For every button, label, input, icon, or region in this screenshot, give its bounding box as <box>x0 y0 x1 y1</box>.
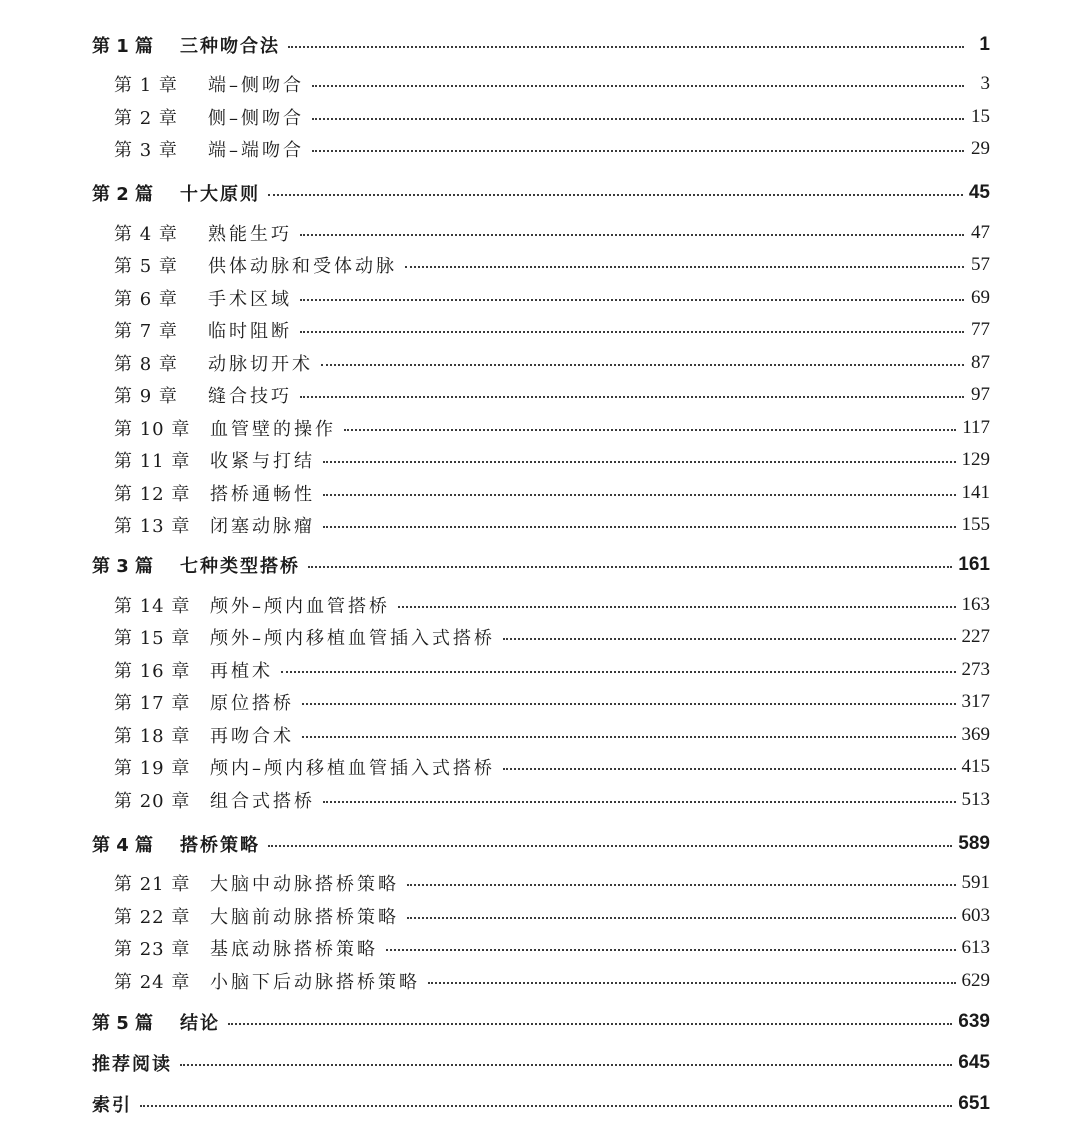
page-number: 589 <box>958 832 990 854</box>
chapter-number: 第 18 章 <box>114 725 191 747</box>
chapter-title: 供体动脉和受体动脉 <box>208 256 397 278</box>
toc-chapter-entry[interactable] <box>92 444 990 477</box>
chapter-title: 再吻合术 <box>210 725 294 747</box>
chapter-title: 端–侧吻合 <box>208 75 304 97</box>
dot-leader <box>300 331 964 333</box>
page-number: 415 <box>961 756 990 778</box>
chapter-title: 收紧与打结 <box>210 451 315 473</box>
chapter-title: 基底动脉搭桥策略 <box>210 939 378 961</box>
chapter-number: 第 7 章 <box>114 321 178 343</box>
chapter-number: 第 24 章 <box>114 971 191 993</box>
page-number: 45 <box>968 182 990 203</box>
toc-recommended-reading-entry[interactable] <box>92 1042 990 1083</box>
page-number: 87 <box>971 351 990 373</box>
page-number: 97 <box>971 384 990 406</box>
toc-chapter-entry[interactable] <box>92 101 990 134</box>
toc-chapter-entry[interactable] <box>92 477 990 510</box>
part-title: 结论 <box>180 1012 220 1034</box>
toc-part-entry[interactable] <box>92 542 990 589</box>
chapter-title: 侧–侧吻合 <box>208 107 304 129</box>
chapter-number: 第 21 章 <box>114 874 191 896</box>
chapter-title: 端–端吻合 <box>208 140 304 162</box>
page-number: 645 <box>958 1051 990 1073</box>
dot-leader <box>323 494 956 496</box>
dot-leader <box>228 1023 952 1025</box>
chapter-number: 第 4 章 <box>114 223 178 245</box>
dot-leader <box>323 801 956 803</box>
chapter-title: 颅内–颅内移植血管插入式搭桥 <box>210 758 495 780</box>
chapter-title: 颅外–颅内血管搭桥 <box>210 595 390 617</box>
dot-leader <box>302 703 956 705</box>
page-number: 513 <box>961 788 990 810</box>
toc-chapter-entry[interactable] <box>92 932 990 965</box>
page-number: 1 <box>979 34 990 55</box>
page-number: 141 <box>961 481 990 503</box>
toc-part-entry[interactable] <box>92 820 990 867</box>
section-title: 推荐阅读 <box>92 1053 172 1075</box>
page-number: 15 <box>971 105 990 127</box>
page-number: 29 <box>971 138 990 160</box>
part-title: 七种类型搭桥 <box>180 556 300 577</box>
dot-leader <box>503 638 956 640</box>
part-number: 第 3 篇 <box>92 556 154 577</box>
chapter-title: 缝合技巧 <box>208 386 292 408</box>
toc-chapter-entry[interactable] <box>92 751 990 784</box>
dot-leader <box>407 917 956 919</box>
dot-leader <box>140 1105 952 1107</box>
page-number: 161 <box>958 554 990 575</box>
toc-chapter-entry[interactable] <box>92 509 990 542</box>
page-number: 129 <box>961 449 990 471</box>
chapter-number: 第 1 章 <box>114 75 178 97</box>
toc-chapter-entry[interactable] <box>92 867 990 900</box>
toc-chapter-entry[interactable] <box>92 965 990 998</box>
toc-chapter-entry[interactable] <box>92 654 990 687</box>
dot-leader <box>323 526 956 528</box>
toc-chapter-entry[interactable] <box>92 412 990 445</box>
chapter-title: 大脑前动脉搭桥策略 <box>210 906 399 928</box>
chapter-number: 第 14 章 <box>114 595 191 617</box>
toc-chapter-entry[interactable] <box>92 68 990 101</box>
part-number: 第 4 篇 <box>92 834 154 856</box>
page-number: 227 <box>961 626 990 648</box>
dot-leader <box>312 85 964 87</box>
toc-chapter-entry[interactable] <box>92 249 990 282</box>
dot-leader <box>386 949 956 951</box>
toc-chapter-entry[interactable] <box>92 133 990 166</box>
dot-leader <box>300 234 964 236</box>
dot-leader <box>503 768 956 770</box>
chapter-title: 临时阻断 <box>208 321 292 343</box>
dot-leader <box>321 364 964 366</box>
page-number: 3 <box>980 73 990 95</box>
page-number: 591 <box>961 872 990 894</box>
chapter-title: 熟能生巧 <box>208 223 292 245</box>
chapter-number: 第 2 章 <box>114 107 178 129</box>
dot-leader <box>398 606 956 608</box>
toc-chapter-entry[interactable] <box>92 900 990 933</box>
dot-leader <box>312 118 964 120</box>
part-number: 第 1 篇 <box>92 36 154 57</box>
dot-leader <box>344 429 956 431</box>
page-number: 117 <box>962 416 990 438</box>
page-number: 317 <box>961 691 990 713</box>
chapter-number: 第 19 章 <box>114 758 191 780</box>
section-title: 索引 <box>92 1094 132 1116</box>
dot-leader <box>281 671 956 673</box>
chapter-number: 第 16 章 <box>114 660 191 682</box>
dot-leader <box>407 884 956 886</box>
chapter-title: 搭桥通畅性 <box>210 483 315 505</box>
dot-leader <box>288 46 964 48</box>
toc-chapter-entry[interactable] <box>92 621 990 654</box>
table-of-contents <box>92 22 990 1124</box>
part-title: 搭桥策略 <box>180 834 260 856</box>
toc-index-entry[interactable] <box>92 1083 990 1124</box>
chapter-number: 第 13 章 <box>114 516 191 538</box>
chapter-number: 第 22 章 <box>114 906 191 928</box>
chapter-number: 第 10 章 <box>114 418 191 440</box>
chapter-number: 第 9 章 <box>114 386 178 408</box>
page-number: 163 <box>961 593 990 615</box>
dot-leader <box>300 396 964 398</box>
chapter-title: 闭塞动脉瘤 <box>210 516 315 538</box>
part-number: 第 2 篇 <box>92 184 154 205</box>
part-number: 第 5 篇 <box>92 1012 154 1034</box>
toc-chapter-entry[interactable] <box>92 217 990 250</box>
part-title: 三种吻合法 <box>180 36 280 57</box>
page-number: 369 <box>961 723 990 745</box>
chapter-title: 再植术 <box>210 660 273 682</box>
chapter-number: 第 6 章 <box>114 288 178 310</box>
chapter-title: 原位搭桥 <box>210 693 294 715</box>
page-number: 629 <box>961 969 990 991</box>
toc-chapter-entry[interactable] <box>92 314 990 347</box>
part-title: 十大原则 <box>180 184 260 205</box>
chapter-title: 组合式搭桥 <box>210 790 315 812</box>
toc-chapter-entry[interactable] <box>92 589 990 622</box>
chapter-title: 小脑下后动脉搭桥策略 <box>210 971 420 993</box>
dot-leader <box>428 982 956 984</box>
toc-chapter-entry[interactable] <box>92 282 990 315</box>
toc-part-entry[interactable] <box>92 22 990 68</box>
page-number: 651 <box>958 1092 990 1114</box>
page-number: 639 <box>958 1010 990 1032</box>
toc-part-entry[interactable] <box>92 1001 990 1042</box>
chapter-title: 动脉切开术 <box>208 353 313 375</box>
page-number: 77 <box>971 319 990 341</box>
toc-chapter-entry[interactable] <box>92 686 990 719</box>
page-number: 613 <box>961 937 990 959</box>
toc-part-entry[interactable] <box>92 170 990 217</box>
toc-chapter-entry[interactable] <box>92 719 990 752</box>
chapter-number: 第 3 章 <box>114 140 178 162</box>
dot-leader <box>268 845 952 847</box>
toc-chapter-entry[interactable] <box>92 379 990 412</box>
dot-leader <box>302 736 956 738</box>
page-number: 603 <box>961 904 990 926</box>
chapter-number: 第 11 章 <box>114 451 191 473</box>
chapter-title: 血管壁的操作 <box>210 418 336 440</box>
chapter-title: 大脑中动脉搭桥策略 <box>210 874 399 896</box>
chapter-number: 第 15 章 <box>114 628 191 650</box>
chapter-number: 第 23 章 <box>114 939 191 961</box>
toc-chapter-entry[interactable] <box>92 347 990 380</box>
page-number: 69 <box>971 286 990 308</box>
dot-leader <box>405 266 964 268</box>
dot-leader <box>323 461 956 463</box>
toc-chapter-entry[interactable] <box>92 784 990 817</box>
chapter-title: 手术区域 <box>208 288 292 310</box>
dot-leader <box>300 299 964 301</box>
page-number: 47 <box>971 221 990 243</box>
page-number: 273 <box>961 658 990 680</box>
page-number: 57 <box>971 254 990 276</box>
chapter-number: 第 8 章 <box>114 353 178 375</box>
dot-leader <box>268 194 963 196</box>
dot-leader <box>312 150 964 152</box>
chapter-number: 第 5 章 <box>114 256 178 278</box>
dot-leader <box>180 1064 952 1066</box>
chapter-number: 第 12 章 <box>114 483 191 505</box>
chapter-number: 第 17 章 <box>114 693 191 715</box>
chapter-number: 第 20 章 <box>114 790 191 812</box>
page-number: 155 <box>961 514 990 536</box>
dot-leader <box>308 566 952 568</box>
chapter-title: 颅外–颅内移植血管插入式搭桥 <box>210 628 495 650</box>
